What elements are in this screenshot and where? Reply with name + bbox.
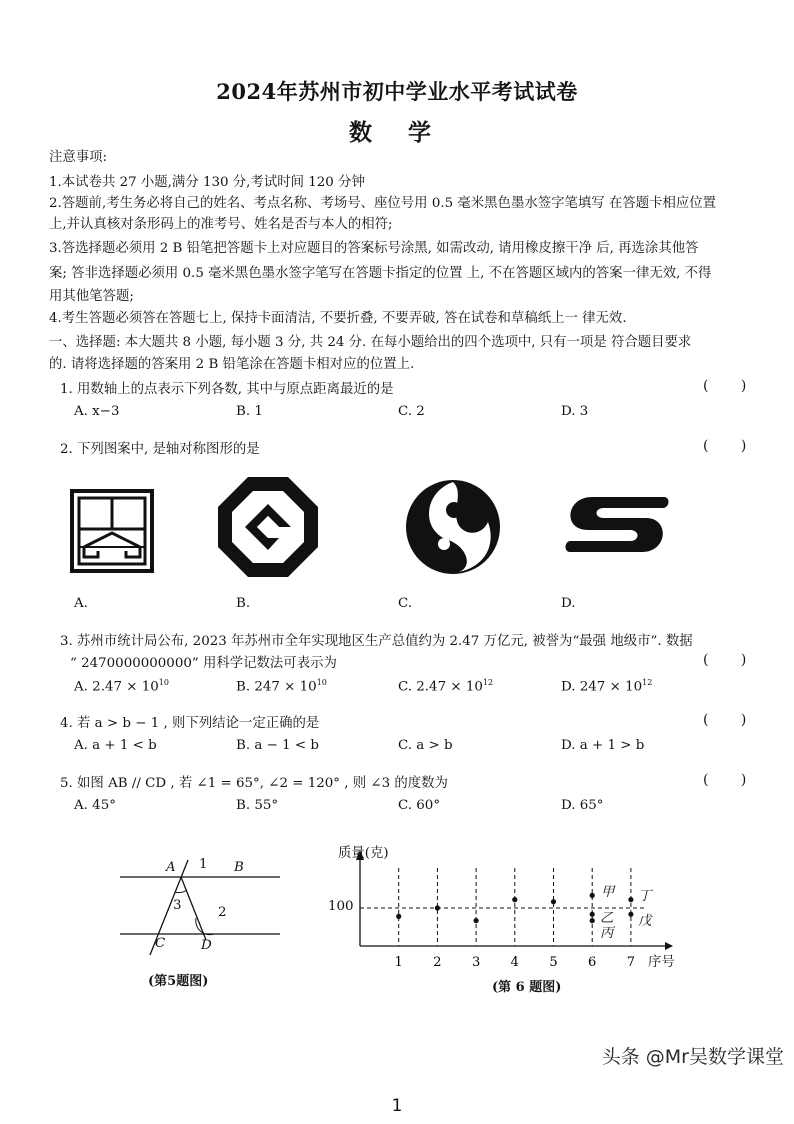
point-b-label: B (234, 860, 244, 875)
q4-option-c: C. a > b (398, 738, 453, 753)
q3-option-c: C. $2.47 \times 10^{12}$ (398, 678, 494, 695)
x-tick-label: 3 (471, 955, 481, 970)
pattern-d-s-icon (564, 494, 670, 556)
q5-option-b: B. 55° (236, 798, 279, 813)
q3-option-d: D. $247 \times 10^{12}$ (561, 678, 653, 695)
q2-option-c: C. (398, 596, 413, 611)
pattern-c-swirl-icon (404, 478, 502, 576)
note-line: 上,并认真核对条形码上的准考号、姓名是否与本人的相符; (49, 217, 393, 232)
point-label-yi: 乙 (600, 911, 614, 926)
data-point (396, 914, 401, 919)
point-a-label: A (166, 860, 176, 875)
point-label-ding: 丁 (638, 889, 652, 904)
point-d-label: D (201, 938, 212, 953)
answer-bracket: ( ) (703, 652, 761, 668)
point-label-bing: 丙 (600, 926, 614, 941)
data-point (512, 897, 517, 902)
figure-5-geometry (110, 850, 285, 960)
data-point (590, 912, 595, 917)
note-line: 用其他笔答题; (49, 289, 134, 304)
data-point (474, 918, 479, 923)
point-label-jia: 甲 (601, 885, 615, 900)
q2-option-d: D. (561, 596, 576, 611)
watermark: 头条 @Mr吴数学课堂 (601, 1046, 784, 1068)
x-tick-label: 7 (626, 955, 636, 970)
question-4-stem: 4. 若 a > b − 1 , 则下列结论一定正确的是 (60, 716, 320, 731)
question-3-stem-cont: “ 2470000000000” 用科学记数法可表示为 (70, 656, 337, 671)
data-point (435, 905, 440, 910)
page-number: 1 (391, 1096, 403, 1116)
q5-option-d: D. 65° (561, 798, 604, 813)
angle-1-label: 1 (199, 857, 208, 872)
answer-bracket: ( ) (703, 378, 761, 394)
exam-subject: 数 学 (348, 119, 445, 146)
x-tick-label: 6 (588, 955, 597, 970)
question-1-stem: 1. 用数轴上的点表示下列各数, 其中与原点距离最近的是 (60, 382, 394, 397)
note-line: 4.考生答题必须答在答题七上, 保持卡面清洁, 不要折叠, 不要弄破, 答在试卷和草稿纸上一 律无效. (49, 311, 627, 326)
answer-bracket: ( ) (703, 438, 761, 454)
note-line: 2.答题前,考生务必将自己的姓名、考点名称、考场号、座位号用 0.5 毫米黑色墨水签字笔填写 在答题卡相应位置 (49, 196, 717, 211)
transversal-ad (181, 877, 206, 940)
notes-heading: 注意事项: (49, 150, 108, 165)
question-3-stem: 3. 苏州市统计局公布, 2023 年苏州市全年实现地区生产总值约为 2.47 万亿元, 被誉为“最强 地级市”. 数据 (60, 634, 693, 649)
q5-option-a: A. 45° (74, 798, 116, 813)
data-point (551, 899, 556, 904)
point-c-label: C (155, 936, 166, 951)
figure-6-caption: (第 6 题图) (492, 980, 562, 995)
point-label-wu: 戊 (638, 914, 652, 929)
answer-bracket: ( ) (703, 712, 761, 728)
q2-option-a: A. (74, 596, 88, 611)
x-axis-title: 序号 (648, 955, 675, 970)
question-5-stem: 5. 如图 AB // CD , 若 ∠1 = 65°, ∠2 = 120° , 则 ∠3 的度数为 (60, 776, 448, 791)
angle-3-label: 3 (173, 898, 182, 913)
note-line: 3.答选择题必须用 2 B 铅笔把答题卡上对应题目的答案标号涂黑, 如需改动, 请用橡皮擦干净 后, 再选涂其他答 (49, 241, 699, 256)
note-line: 1.本试卷共 27 小题,满分 130 分,考试时间 120 分钟 (49, 175, 365, 190)
x-tick-label: 2 (433, 955, 442, 970)
question-2-stem: 2. 下列图案中, 是轴对称图形的是 (60, 442, 260, 457)
y-ref-label: 100 (328, 899, 354, 914)
data-point (628, 912, 633, 917)
pattern-b-octagon-icon (215, 474, 321, 580)
q3-option-b: B. $247 \times 10^{10}$ (236, 678, 327, 695)
x-tick-label: 1 (394, 955, 403, 970)
q4-option-b: B. a − 1 < b (236, 738, 319, 753)
q1-option-b: B. 1 (236, 404, 263, 419)
data-point (590, 893, 595, 898)
angle-2-label: 2 (218, 905, 227, 920)
exam-title: 2024年苏州市初中学业水平考试试卷 (216, 79, 578, 104)
data-point (590, 918, 595, 923)
x-tick-label: 5 (549, 955, 558, 970)
note-line: 案; 答非选择题必须用 0.5 毫米黑色墨水签字笔写在答题卡指定的位置 上, 不在答题区域内的答案一律无效, 不得 (49, 266, 712, 281)
q4-option-a: A. a + 1 < b (74, 738, 157, 753)
section-instruction: 的. 请将选择题的答案用 2 B 铅笔涂在答题卡相对应的位置上. (49, 357, 415, 372)
q3-option-a: A. $2.47 \times 10^{10}$ (74, 678, 169, 695)
y-axis-title: 质量(克) (338, 846, 389, 861)
q1-option-a: A. x−3 (74, 404, 120, 419)
x-tick-label: 4 (510, 955, 519, 970)
x-axis-arrow (665, 942, 673, 950)
q1-option-d: D. 3 (561, 404, 589, 419)
section-instruction: 一、选择题: 本大题共 8 小题, 每小题 3 分, 共 24 分. 在每小题给出的四个选项中, 只有一项是 符合题目要求 (49, 335, 692, 350)
pattern-a-window-icon (70, 489, 154, 573)
figure-5-caption: (第5题图) (148, 974, 209, 989)
q5-option-c: C. 60° (398, 798, 441, 813)
answer-bracket: ( ) (703, 772, 761, 788)
q4-option-d: D. a + 1 > b (561, 738, 645, 753)
q1-option-c: C. 2 (398, 404, 425, 419)
q2-option-b: B. (236, 596, 251, 611)
data-point (628, 897, 633, 902)
